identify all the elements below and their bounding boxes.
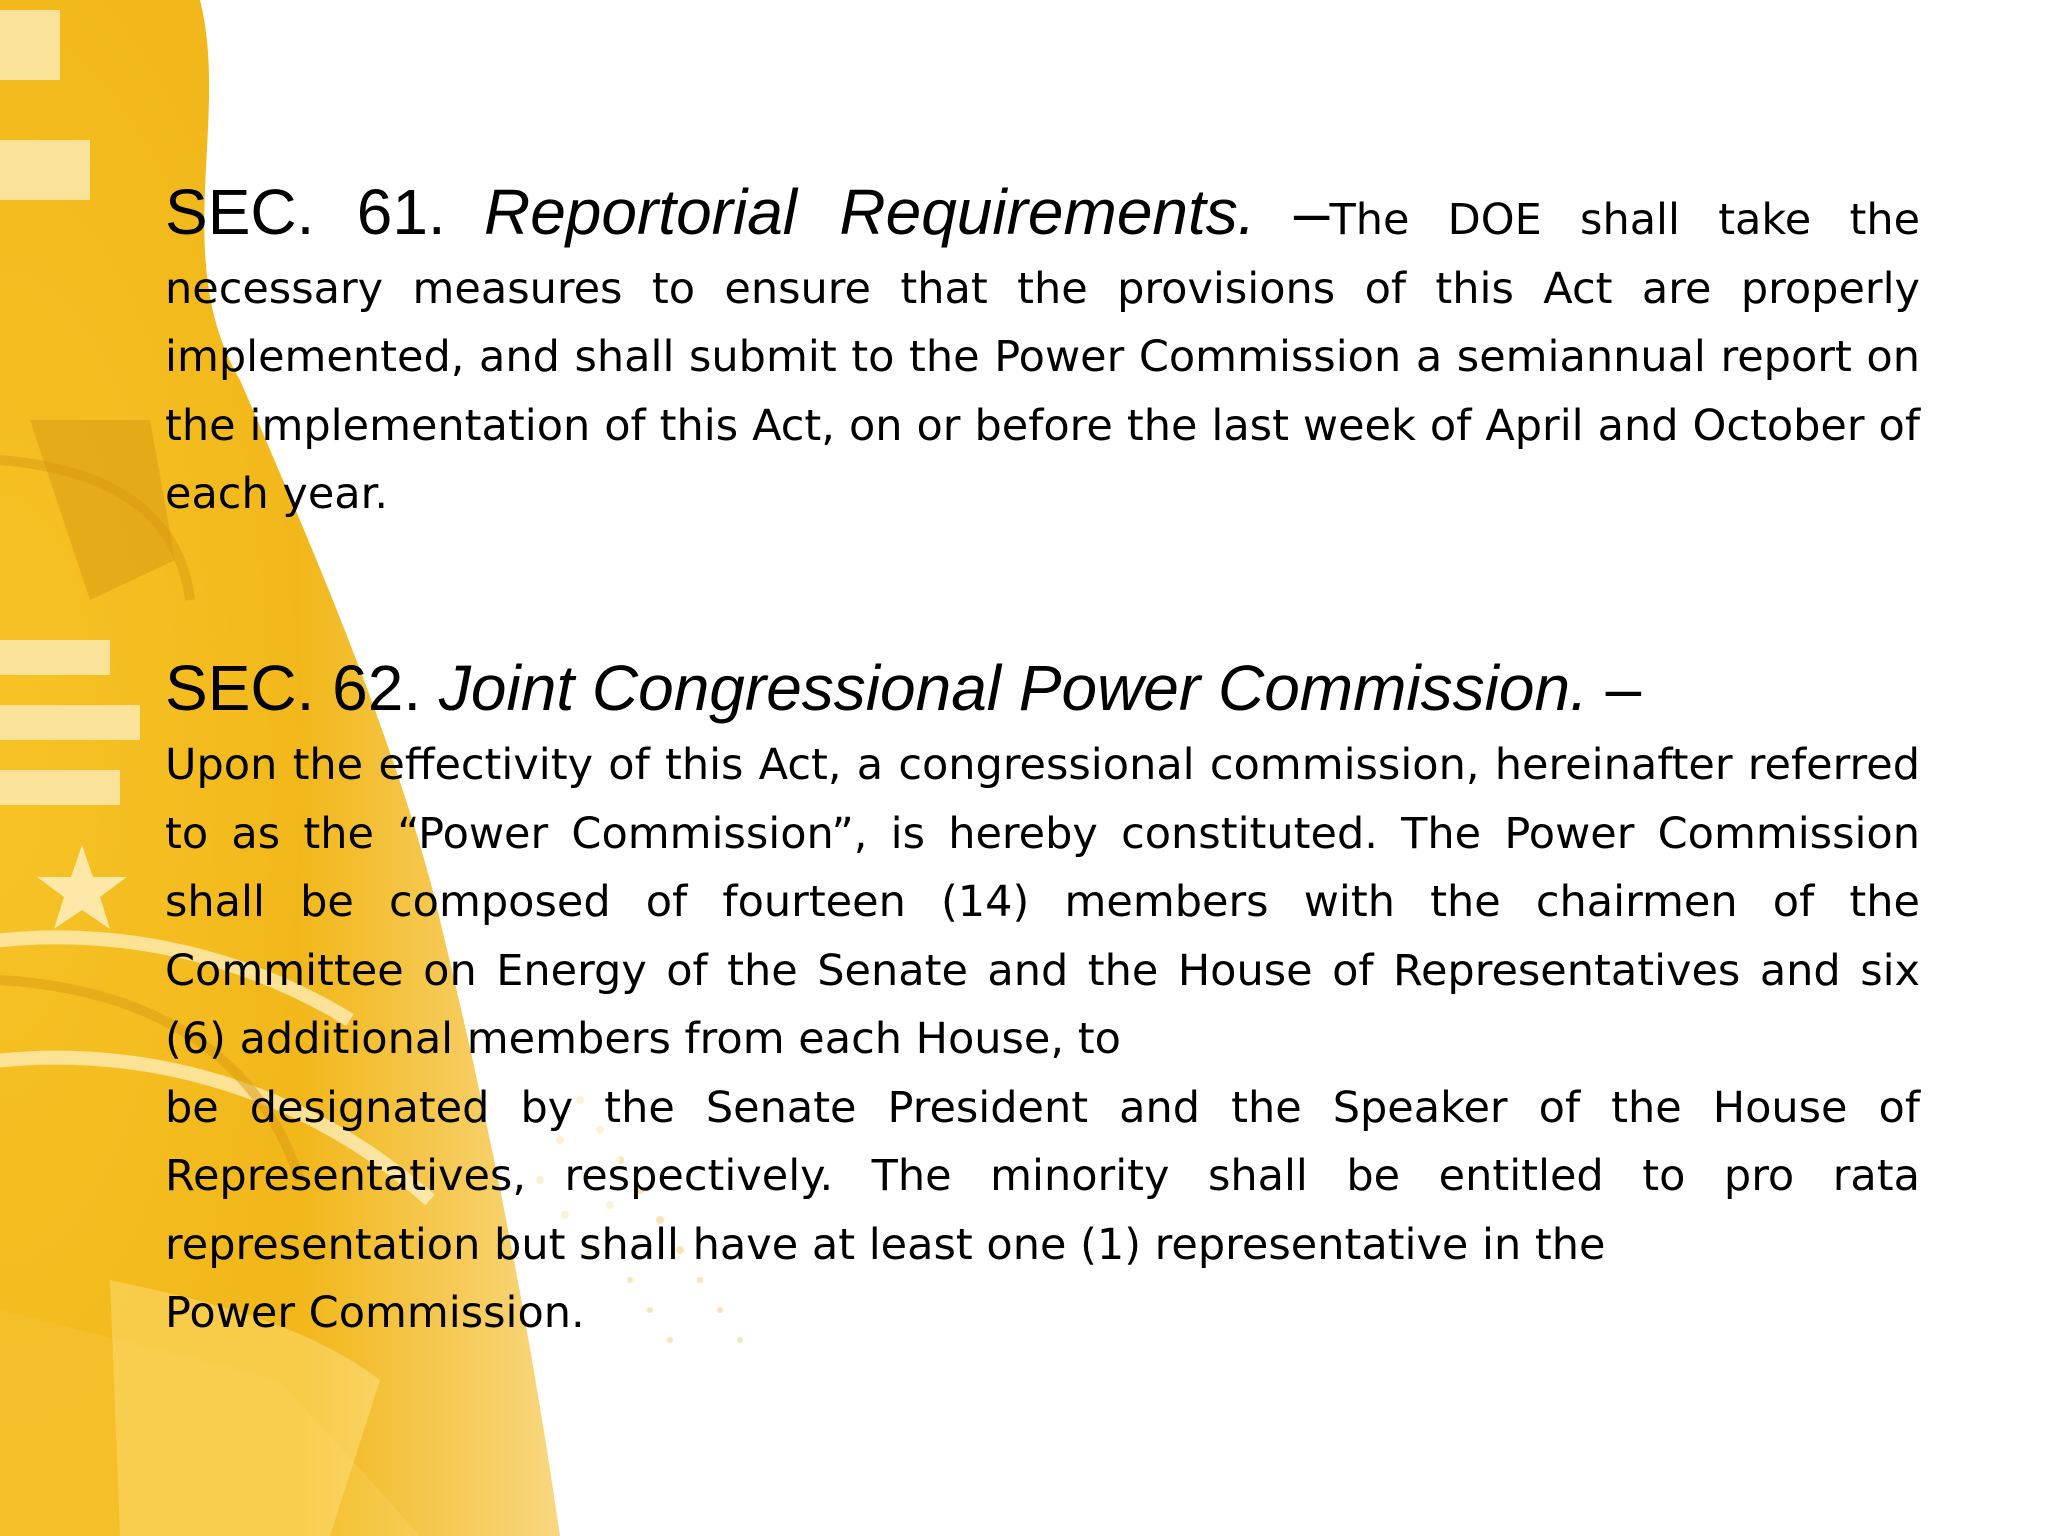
section-62-dash: – — [1605, 652, 1642, 724]
section-61-number: SEC. 61. — [165, 176, 446, 248]
section-62-paragraph-3: Power Commission. — [165, 1288, 585, 1338]
section-62-paragraph-2: be designated by the Senate President and the Speaker of the House of Representatives, respectively. The minority shall be entitled to pro rata representation but shall have at least one (1) representative in the — [165, 1082, 1920, 1270]
section-62-title: Joint Congressional Power Commission. — [438, 652, 1588, 724]
section-62-heading — [165, 645, 1920, 731]
section-62 — [165, 645, 1920, 1348]
section-61-paragraph — [165, 178, 1920, 529]
section-62-number: SEC. 62. — [165, 652, 422, 724]
section-61-body: The DOE shall take the necessary measures to ensure that the provisions of this Act are properly implemented, and shall submit to the Power Commission a semiannual report on the implementation of this Act, on or before the last week of April and October of each year. — [165, 195, 1921, 519]
section-62-paragraph-1: Upon the effectivity of this Act, a congressional commission, hereinafter referred to as the “Power Commission”, is hereby constituted. The Power Commission shall be composed of fourteen (14) members with the chairmen of the Committee on Energy of the Senate and the House of Representatives and six (6) additional members from each House, to — [165, 740, 1920, 1064]
section-61-dash: – — [1293, 176, 1330, 248]
section-61 — [165, 178, 1920, 529]
section-61-title: Reportorial Requirements. — [483, 176, 1256, 248]
